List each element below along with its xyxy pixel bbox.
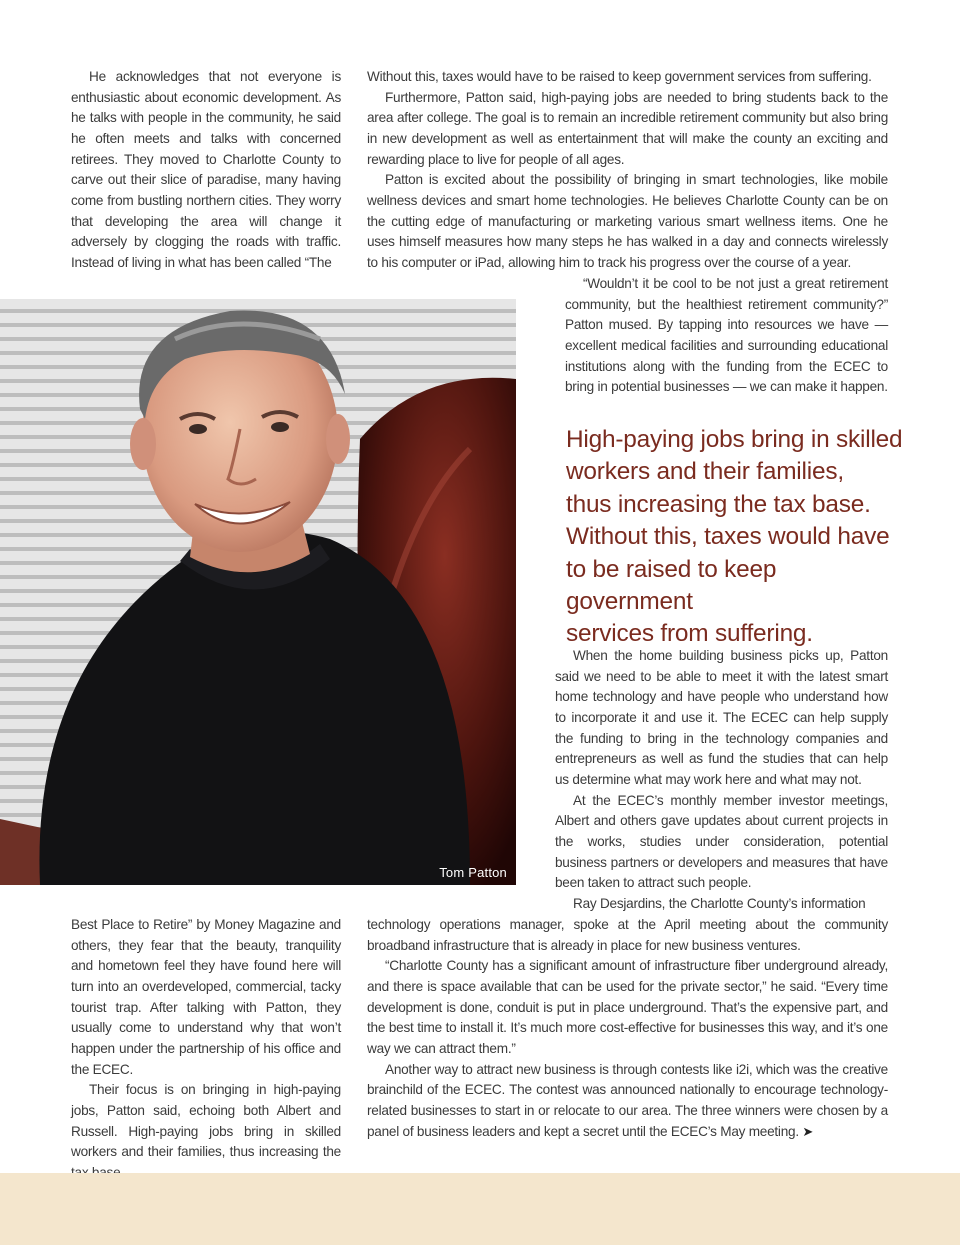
portrait-photo xyxy=(0,299,516,885)
pull-quote-line: to be raised to keep government xyxy=(566,555,777,616)
column-right-middle xyxy=(555,646,888,915)
pull-quote-line: services from suffering. xyxy=(566,620,813,648)
body-paragraph: “Wouldn’t it be cool to be not just a great retirement community, but the healthiest retirement community?” Patton mused. By tapping into resources we have — excellent medical facilities and surrounding educational institutions along with the funding from the ECEC to bring in potential businesses — we can make it happen. xyxy=(565,276,888,395)
photo-caption: Tom Patton xyxy=(439,865,507,880)
column-left-top xyxy=(71,67,341,274)
body-paragraph: Furthermore, Patton said, high-paying jobs are needed to bring students back to the area after college. The goal is to remain an incredible retirement community but also bring in new development as well as entertainment that will make the county an exciting and rewarding place to live for people of all ages. xyxy=(367,89,888,167)
continue-arrow-icon: ➤ xyxy=(802,1123,814,1139)
pull-quote-line: workers and their families, xyxy=(566,458,844,486)
body-paragraph: technology operations manager, spoke at the April meeting about the community broadband infrastructure that is already in place for new business ventures. xyxy=(367,917,888,953)
body-paragraph: When the home building business picks up, Patton said we need to be able to meet it with the latest smart home technology and have people who understand how to incorporate it and use it. The ECEC can help supply the funding to bring in the technology companies and entrepreneurs as well as fund the studies that can help us determine what may work here and what may not. xyxy=(555,648,888,787)
pull-quote-line: Without this, taxes would have xyxy=(566,523,890,551)
column-right-top xyxy=(367,67,888,274)
body-paragraph: At the ECEC’s monthly member investor meetings, Albert and others gave updates about current projects in the works, studies under consideration, potential business partners or developers and measures that have been taken to attract such people. xyxy=(555,792,888,891)
body-paragraph: “Charlotte County has a significant amount of infrastructure fiber underground already, and there is space available that can be used for the private sector,” he said. “Every time development is done, conduit is put in place underground. That’s the expensive part, and the best time to install it. It’s much more cost-effective for businesses this way, and it’s one way we can attract them.” xyxy=(367,958,888,1056)
body-paragraph: Patton is excited about the possibility of bringing in smart technologies, like mobile wellness devices and smart home technologies. He believes Charlotte County can be on the cutting edge of manufacturing or marketing various smart wellness items. One he uses himself measures how many steps he has walked in a day and connects wirelessly to his computer or iPad, allowing him to track his progress over the course of a year. xyxy=(367,172,888,270)
pull-quote-line: High-paying jobs bring in skilled xyxy=(566,426,903,453)
column-right-quote-paragraph xyxy=(565,274,888,398)
body-paragraph: He acknowledges that not everyone is enthusiastic about economic development. As he talks with people in the community, he said he often meets and talks with concerned retirees. They moved to Charlotte County to carve out their slice of paradise, many having come from bustling northern cities. They worry that developing the area will change it adversely by clogging the roads with traffic. Instead of living in what has been called “The xyxy=(71,69,341,270)
column-left-bottom xyxy=(71,915,341,1184)
body-paragraph xyxy=(367,1060,888,1143)
body-paragraph: Best Place to Retire” by Money Magazine and others, they fear that the beauty, tranquility and hometown feel they have found here will turn into an overdeveloped, commercial, tacky tourist trap. After talking with Patton, they usually come to understand why that won’t happen under the partnership of his office and the ECEC. xyxy=(71,917,341,1077)
body-paragraph: Ray Desjardins, the Charlotte County’s information xyxy=(573,895,866,911)
body-paragraph: Their focus is on bringing in high-paying jobs, Patton said, echoing both Albert and Russell. High-paying jobs bring in skilled workers and their families, thus increasing the xyxy=(71,1082,341,1160)
column-right-bottom xyxy=(367,915,888,1142)
portrait-illustration xyxy=(0,299,516,885)
body-paragraph: Without this, taxes would have to be raised to keep government services from suffering. xyxy=(367,69,872,84)
pull-quote xyxy=(566,424,906,651)
footer-band xyxy=(0,1173,960,1245)
body-text: Another way to attract new business is through contests like i2i, which was the creative brainchild of the ECEC. The contest was announced nationally to encourage technology-related businesses to start in or relocate to our area. The three winners were chosen by a panel of business leaders and kept a secret until the ECEC’s May meeting. xyxy=(367,1061,888,1139)
pull-quote-line: thus increasing the tax base. xyxy=(566,490,871,518)
